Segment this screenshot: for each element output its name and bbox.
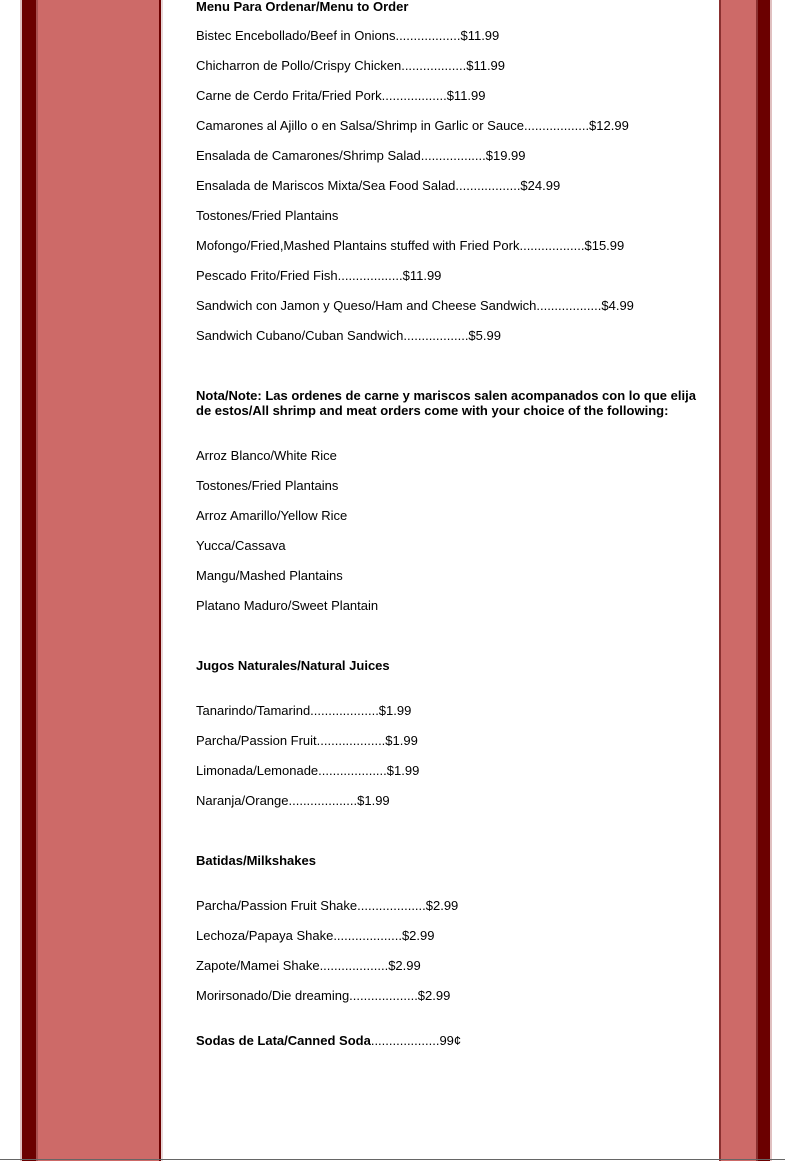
juice-item: Naranja/Orange...................$1.99: [196, 793, 390, 808]
shakes-heading: Batidas/Milkshakes: [196, 853, 316, 868]
menu-item: Carne de Cerdo Frita/Fried Pork..................$11.99: [196, 88, 486, 103]
left-sidebar: [38, 0, 159, 1161]
menu-item: Tostones/Fried Plantains: [196, 208, 339, 223]
shake-item: Morirsonado/Die dreaming...................$2.99: [196, 988, 451, 1003]
juice-item: Parcha/Passion Fruit...................$1.99: [196, 733, 418, 748]
menu-item: Ensalada de Camarones/Shrimp Salad..................$19.99: [196, 148, 526, 163]
side-item: Arroz Blanco/White Rice: [196, 448, 337, 463]
side-item: Yucca/Cassava: [196, 538, 286, 553]
menu-item: Camarones al Ajillo o en Salsa/Shrimp in Garlic or Sauce..................$12.99: [196, 118, 629, 133]
right-dark-border: [758, 0, 770, 1161]
left-dark-border: [22, 0, 36, 1161]
menu-item: Ensalada de Mariscos Mixta/Sea Food Salad..................$24.99: [196, 178, 561, 193]
side-item: Mangu/Mashed Plantains: [196, 568, 343, 583]
menu-item: Pescado Frito/Fried Fish..................$11.99: [196, 268, 442, 283]
soda-label: Sodas de Lata/Canned Soda: [196, 1033, 371, 1048]
juice-item: Tanarindo/Tamarind...................$1.99: [196, 703, 412, 718]
juice-item: Limonada/Lemonade...................$1.99: [196, 763, 420, 778]
menu-item: Sandwich Cubano/Cuban Sandwich..................$5.99: [196, 328, 501, 343]
menu-item: Chicharron de Pollo/Crispy Chicken..................$11.99: [196, 58, 506, 73]
menu-heading: Menu Para Ordenar/Menu to Order: [196, 0, 409, 14]
menu-item: Sandwich con Jamon y Queso/Ham and Cheese Sandwich..................$4.99: [196, 298, 634, 313]
soda-line: [196, 1033, 461, 1048]
side-item: Tostones/Fried Plantains: [196, 478, 339, 493]
menu-item: Bistec Encebollado/Beef in Onions..................$11.99: [196, 28, 500, 43]
side-item: Platano Maduro/Sweet Plantain: [196, 598, 379, 613]
side-item: Arroz Amarillo/Yellow Rice: [196, 508, 348, 523]
sides-note: Nota/Note: Las ordenes de carne y mariscos salen acompanados con lo que elija de estos/All shrimp and meat orders come with your choice of the following:: [196, 388, 696, 418]
soda-price: ...................99¢: [370, 1033, 462, 1048]
bottom-rule: [0, 1159, 785, 1160]
menu-item: Mofongo/Fried,Mashed Plantains stuffed with Fried Pork..................$15.99: [196, 238, 625, 253]
shake-item: Parcha/Passion Fruit Shake...................$2.99: [196, 898, 459, 913]
right-edge: [770, 0, 772, 1161]
juices-heading: Jugos Naturales/Natural Juices: [196, 658, 390, 673]
shake-item: Lechoza/Papaya Shake...................$2.99: [196, 928, 435, 943]
shake-item: Zapote/Mamei Shake...................$2.99: [196, 958, 421, 973]
right-sidebar: [721, 0, 756, 1161]
